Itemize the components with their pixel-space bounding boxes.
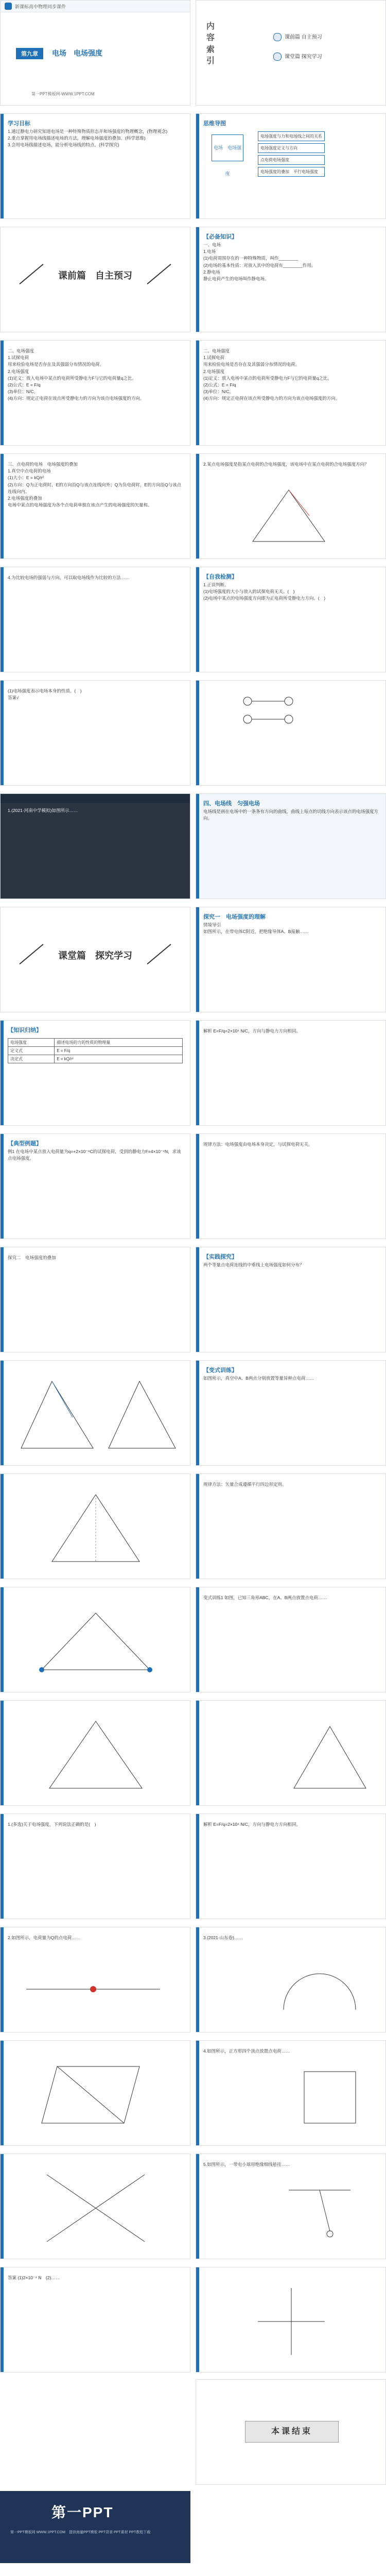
bullet-icon bbox=[273, 33, 282, 41]
slide-variant-1 bbox=[196, 1360, 386, 1466]
slide-accent-bar bbox=[196, 1474, 199, 1579]
slide-knowledge-table bbox=[0, 1020, 190, 1126]
slide-check-2 bbox=[0, 1927, 190, 2032]
mindmap-branches bbox=[258, 131, 325, 177]
slide-accent-bar bbox=[1, 1814, 4, 1919]
slide-body: 解析 E=F/q=2×10⁴ N/C，方向与静电力方向相同。 bbox=[203, 1822, 301, 1827]
slide-body: 变式训练1 如图，已知三角形ABC，在A、B两点放置点电荷…… bbox=[203, 1595, 327, 1600]
footer-text: 第一PPT模板网 WWW.1PPT.COM 提供海量PPT模板 PPT背景 PPT素材 PPT教程下载 bbox=[10, 2531, 151, 2534]
toc-label: 内容索引 bbox=[206, 22, 215, 66]
website-text: 第一PPT模板网-WWW.1PPT.COM bbox=[31, 92, 95, 96]
dark-header bbox=[1, 794, 190, 803]
title-slide bbox=[0, 0, 386, 108]
slide-accent-bar bbox=[196, 567, 199, 672]
slide-check-1 bbox=[0, 1814, 190, 1919]
slide-accent-bar bbox=[196, 1021, 199, 1125]
slide-accent-bar bbox=[196, 2267, 199, 2372]
slide-body: 例1 在电场中某点放入电荷量为q=+2×10⁻⁸C的试探电荷，受到的静电力F=4×10⁻⁴N，求该点电场强度。 bbox=[8, 1149, 181, 1161]
chapter-chip: 第九章 bbox=[16, 48, 43, 59]
end-slide bbox=[196, 2379, 386, 2485]
slide-body: 4.如图所示，正方形四个顶点放置点电荷…… bbox=[203, 2048, 290, 2054]
slide-triangle-abc bbox=[0, 1700, 190, 1806]
bullet-icon bbox=[273, 53, 282, 61]
end-label: 本课结束 bbox=[245, 2421, 339, 2443]
toc-item-2[interactable] bbox=[273, 52, 322, 61]
slide-accent-bar bbox=[1, 2267, 4, 2372]
parallelogram-diagram bbox=[37, 2056, 155, 2133]
table-cell: 决定式 bbox=[8, 1055, 55, 1063]
charges-diagram bbox=[217, 691, 361, 732]
slide-accent-bar bbox=[196, 907, 199, 1012]
slide-charges-row bbox=[196, 680, 386, 786]
slide-accent-bar bbox=[1, 1927, 4, 2032]
slide-accent-bar bbox=[196, 341, 199, 445]
slide-title: 思维导图 bbox=[203, 121, 226, 127]
slide-judgement bbox=[0, 680, 190, 786]
slide-final-answer bbox=[0, 2267, 190, 2372]
slide-body: 电场线是画在电场中的一条条有方向的曲线，曲线上每点的切线方向表示该点的电场强度方向。 bbox=[203, 809, 379, 821]
slide-body: 5.如图所示，一带电小球用绝缘细线悬挂…… bbox=[203, 2162, 290, 2167]
slide-check-7 bbox=[196, 2154, 386, 2259]
section-header-preview bbox=[0, 227, 190, 332]
slide-body: 如图所示，真空中A、B两点分别放置等量异种点电荷…… bbox=[203, 1376, 314, 1381]
section-title: 课堂篇 探究学习 bbox=[58, 951, 132, 961]
slide-body: 2.某点电场强度是指某点电荷的合电场强度，该电场中在某点电荷的合电场强度方向？ bbox=[203, 462, 369, 467]
slide-body: 答案 (1)2×10⁻⁴ N (2)…… bbox=[8, 2275, 60, 2280]
slide-accent-bar bbox=[196, 1587, 199, 1692]
slide-body: 二、电场强度 1.试探电荷 用来检验电场是否存在及其强弱分布情况的电荷。 2.电场强度 (1)定义：放入电场中某点的电荷所受静电力F与它的电荷量q之比。 (2)公式：E = F/q (3)单位：N/C。 (4)方向：规定正电荷在该点所受静电力的方向为该点电场强度的方向。 bbox=[203, 348, 340, 401]
slide-body: 4.为比较电场的强弱与方向，可以取电场线作为比较的方法…… bbox=[8, 575, 130, 580]
slide-accent-bar bbox=[1, 2041, 4, 2145]
slide-accent-bar bbox=[1, 1361, 4, 1465]
slide-example-1 bbox=[0, 1133, 190, 1239]
slide-formula bbox=[196, 1020, 386, 1126]
slide-body: 规律方法：电场强度由电场本身决定，与试探电荷无关。 bbox=[203, 1142, 313, 1147]
slide-explore-1 bbox=[196, 907, 386, 1012]
slide-body: (1)电场强度表示电场本身的性质。( ) 答案√ bbox=[8, 688, 82, 701]
slide-title: 四、电场线 匀强电场 bbox=[203, 801, 260, 807]
slide-body: 1.通过静电力研究知道电场是一种特殊物质形态并和场强度的物理概念，(物理观念) 2.重点掌握用电场线描述电场的方法，理解电场强度的叠加。(科学思维) 3.会用电场线描述电场，能分析电场线的特点，(科学探究) bbox=[8, 129, 168, 148]
slide-title: 【自我检测】 bbox=[203, 574, 237, 580]
slide-body: 三、点电荷的电场 电场强度的叠加 1.真空中点电荷的电场 (1)大小：E = kQ/r² (2)方向：Q为正电荷时，E的方向沿Q与该点连线向外；Q为负电荷时，E的方向沿Q与该点连线向内。 2.电场强度的叠加 电场中某点的电场强度为各个点电荷单独在该点产生的电场强度的矢量和。 bbox=[8, 462, 182, 508]
table-cell: E = kQ/r² bbox=[55, 1055, 183, 1063]
slide-accent-bar bbox=[196, 1134, 199, 1239]
slide-title: 【变式训练】 bbox=[203, 1367, 237, 1374]
slide-accent-bar bbox=[1, 114, 4, 218]
slide-practice bbox=[196, 1247, 386, 1352]
slide-accent-bar bbox=[196, 2041, 199, 2145]
table-cell: 电场强度 bbox=[8, 1039, 55, 1047]
slide-title: 【典型例题】 bbox=[8, 1141, 42, 1147]
slide-check-3 bbox=[196, 1927, 386, 2032]
footer-banner bbox=[0, 2491, 190, 2563]
slide-diagram-lines bbox=[0, 1360, 190, 1466]
table-cell: 定义式 bbox=[8, 1047, 55, 1055]
slide-variant-figure bbox=[0, 1473, 190, 1579]
slide-self-check bbox=[196, 567, 386, 672]
triangle-figure bbox=[47, 1489, 145, 1567]
slide-accent-bar bbox=[196, 227, 199, 332]
toc-item-1[interactable] bbox=[273, 32, 322, 41]
table-cell: E = F/q bbox=[55, 1047, 183, 1055]
pendulum-diagram bbox=[278, 2185, 361, 2247]
slide-title: 探究一 电场强度的理解 bbox=[203, 914, 266, 920]
table-row bbox=[8, 1055, 183, 1063]
mindmap-node: 点电荷电场强度 bbox=[258, 155, 325, 165]
table-cell: 描述电场的力的性质的物理量 bbox=[55, 1039, 183, 1047]
slide-check-6 bbox=[0, 2154, 190, 2259]
slide-title: 学习目标 bbox=[8, 121, 30, 127]
slide-accent-bar bbox=[1, 567, 4, 672]
mindmap-root: 电场 电场强度 bbox=[212, 134, 243, 161]
mindmap-node: 电场强度定义与方向 bbox=[258, 143, 325, 153]
cover-slide bbox=[0, 0, 190, 106]
slide-check-4 bbox=[0, 2040, 190, 2146]
table-row bbox=[8, 1039, 183, 1047]
slide-field-strength-2 bbox=[196, 340, 386, 446]
mindmap-node: 电场强度的叠加 平行电场强度 bbox=[258, 167, 325, 177]
final-diagram bbox=[253, 2283, 330, 2360]
slide-accent-bar bbox=[196, 1927, 199, 2032]
slide-knowledge-1 bbox=[196, 227, 386, 332]
logo-icon bbox=[5, 3, 12, 10]
slide-body: 2.如图所示，电荷量为Q的点电荷…… bbox=[8, 1935, 81, 1940]
cover-banner bbox=[1, 1, 190, 12]
slide-triangle-answer bbox=[196, 1700, 386, 1806]
slide-body: 规律方法：矢量合成遵循平行四边形定则。 bbox=[203, 1482, 287, 1487]
slide-accent-bar bbox=[196, 1814, 199, 1919]
slide-accent-bar bbox=[196, 114, 199, 218]
slide-check-5 bbox=[196, 2040, 386, 2146]
slide-rule bbox=[196, 1473, 386, 1579]
mindmap-node: 电场强度与力和电场线之间的关系 bbox=[258, 131, 325, 141]
slide-title: 【必备知识】 bbox=[203, 234, 237, 240]
slide-accent-bar bbox=[196, 2154, 199, 2259]
slide-question-diagram bbox=[196, 453, 386, 559]
footer-logo: 第一PPT bbox=[51, 2504, 114, 2520]
slide-equal-charges bbox=[0, 1587, 190, 1692]
slide-body: 1.正误判断。 (1)电场强度的大小与放入的试探电荷无关。( ) (2)电场中某点的电场强度方向即为正电荷所受静电力方向。( ) bbox=[203, 582, 326, 601]
slide-accent-bar bbox=[1, 454, 4, 558]
slide-accent-bar bbox=[1, 1247, 4, 1352]
slide-variant-2 bbox=[196, 1587, 386, 1692]
slide-summary-dark bbox=[0, 793, 190, 899]
knowledge-table bbox=[8, 1038, 183, 1063]
slide-field-lines bbox=[196, 793, 386, 899]
slide-title: 【知识归纳】 bbox=[8, 1027, 42, 1033]
triangle-diagram bbox=[242, 485, 335, 547]
slide-body: 1.(2021·河南中学模拟)如图所示…… bbox=[8, 808, 78, 813]
slide-accent-bar bbox=[1, 681, 4, 785]
brand-text: 新课标高中物理同步课件 bbox=[15, 4, 66, 9]
toc-item-label: 课堂篇 探究学习 bbox=[285, 54, 322, 60]
slide-point-charge bbox=[0, 453, 190, 559]
slide-accent-bar bbox=[196, 681, 199, 785]
semicircle-diagram bbox=[273, 1958, 366, 2020]
slide-accent-bar bbox=[196, 1361, 199, 1465]
answer-diagram bbox=[289, 1721, 371, 1793]
slide-body: 两个等量点电荷连线的中垂线上电场强度如何分布？ bbox=[203, 1262, 304, 1267]
force-diagram bbox=[11, 1371, 181, 1459]
toc-slide bbox=[196, 0, 386, 106]
slide-accent-bar bbox=[1, 1474, 4, 1579]
table-row bbox=[8, 1047, 183, 1055]
slide-accent-bar bbox=[196, 1701, 199, 1805]
section-header-explore bbox=[0, 907, 190, 1012]
footer bbox=[0, 2491, 386, 2576]
slide-goals bbox=[0, 113, 190, 219]
slide-accent-bar bbox=[1, 1587, 4, 1692]
toc-item-label: 课前篇 自主预习 bbox=[285, 35, 322, 40]
slide-body: 情境导引 如图所示，在带电体C附近，把绝缘导体A、B接触…… bbox=[203, 922, 309, 935]
square-diagram bbox=[299, 2066, 361, 2128]
slide-final-figure bbox=[196, 2267, 386, 2372]
chapter-title: 电场 电场强度 bbox=[52, 49, 102, 57]
slide-mindmap bbox=[196, 113, 386, 219]
slide-accent-bar bbox=[1, 341, 4, 445]
slide-compare bbox=[0, 567, 190, 672]
slide-accent-bar bbox=[196, 454, 199, 558]
slide-body: 一、电场 1.电场 (1)电荷周围存在的一种特殊物质，叫作________ (2)电场的基本性质：对放入其中的电荷有________作用。 2.静电场 静止电荷产生的电场叫作静电场。 bbox=[203, 242, 316, 281]
cross-diagram bbox=[42, 2170, 150, 2247]
slide-body: 1.(多选)关于电场强度，下列说法正确的是( ) bbox=[8, 1822, 96, 1827]
slide-field-strength bbox=[0, 340, 190, 446]
slide-body: 解析 E=F/q=2×10⁴ N/C，方向与静电力方向相同。 bbox=[203, 1028, 301, 1033]
slide-accent-bar bbox=[1, 1134, 4, 1239]
slide-title: 【实践探究】 bbox=[203, 1254, 237, 1260]
slide-body: 3.(2021·山东卷)…… bbox=[203, 1935, 243, 1940]
slide-body: 二、电场强度 1.试探电荷 用来检验电场是否存在及其强弱分布情况的电荷。 2.电场强度 (1)定义：放入电场中某点的电荷所受静电力F与它的电荷量q之比。 (2)公式：E = F/q (3)单位：N/C。 (4)方向：规定正电荷在该点所受静电力的方向为该点电场强度的方向。 bbox=[8, 348, 145, 401]
slide-accent-bar bbox=[1, 2154, 4, 2259]
slide-accent-bar bbox=[196, 1247, 199, 1352]
slide-body: 探究二 电场强度的叠加 bbox=[8, 1255, 56, 1260]
slide-accent-bar bbox=[1, 1021, 4, 1125]
slide-method bbox=[196, 1133, 386, 1239]
section-title: 课前篇 自主预习 bbox=[58, 270, 132, 281]
equal-charges-diagram bbox=[31, 1608, 160, 1680]
slide-accent-bar bbox=[196, 794, 199, 899]
slide-check-answer bbox=[196, 1814, 386, 1919]
slide-accent-bar bbox=[1, 1701, 4, 1805]
check2-diagram bbox=[16, 1958, 170, 2020]
triangle-abc-diagram bbox=[42, 1716, 150, 1793]
slide-explore-2 bbox=[0, 1247, 190, 1352]
